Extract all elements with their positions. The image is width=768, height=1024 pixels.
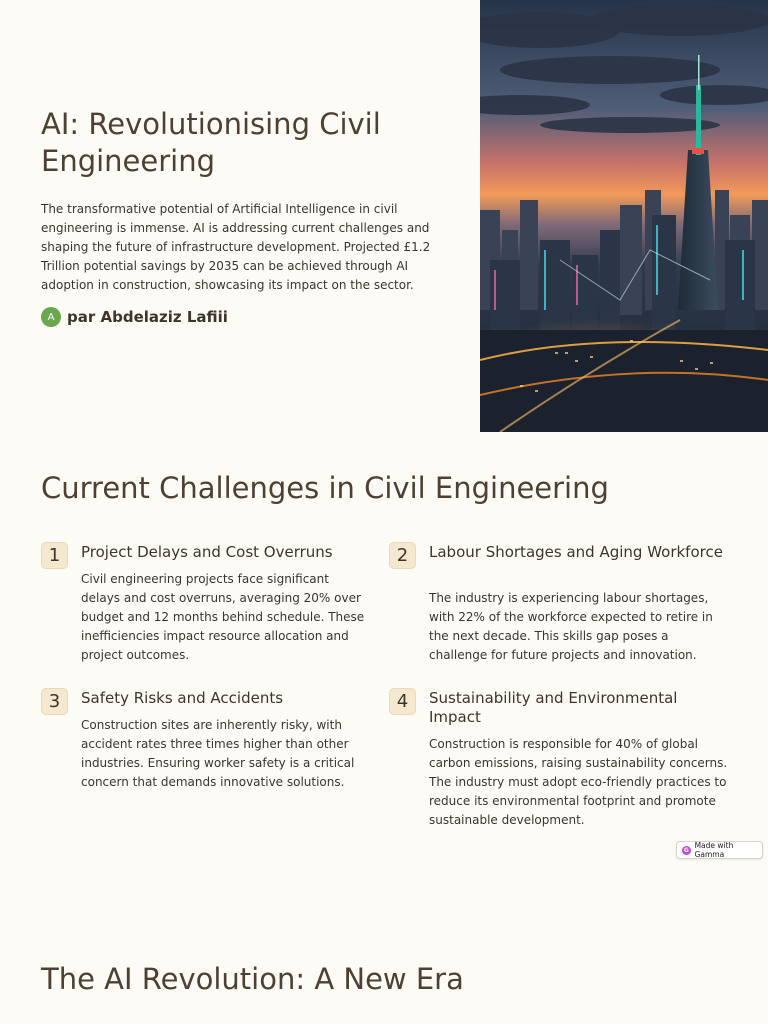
hero-description: The transformative potential of Artificial Intelligence in civil engineering is immense. AI is addressing current challenges and shaping the future of infrastructure development. Projected £1.2 Trillion potential savings by 2035 can be achieved through AI adoption in construction, showcasing its impact on the sector. <box>41 202 431 292</box>
ai-revolution-heading: The AI Revolution: A New Era <box>41 962 464 996</box>
step-number-badge: 1 <box>41 542 68 569</box>
challenge-title: Project Delays and Cost Overruns <box>81 543 333 561</box>
challenges-heading: Current Challenges in Civil Engineering <box>41 471 609 505</box>
badge-label: Made with Gamma <box>694 841 734 859</box>
challenge-item-1 <box>41 542 371 665</box>
step-number-badge: 2 <box>389 542 416 569</box>
challenge-item-2 <box>389 542 729 665</box>
hero-city-image <box>480 0 768 432</box>
challenge-text: Civil engineering projects face significant delays and cost overruns, averaging 20% over budget and 12 months behind schedule. These inefficiencies impact resource allocation and project outcomes. <box>81 572 365 662</box>
challenge-title: Labour Shortages and Aging Workforce <box>429 543 723 561</box>
challenge-text: Construction sites are inherently risky, with accident rates three times higher than other industries. Ensuring worker safety is a critical concern that demands innovative solutions. <box>81 718 355 789</box>
author-name: par Abdelaziz Lafiii <box>67 308 228 326</box>
challenge-text: Construction is responsible for 40% of global carbon emissions, raising sustainability concerns. The industry must adopt eco-friendly practices to reduce its environmental footprint and promote sustainable development. <box>429 737 728 827</box>
challenge-title: Sustainability and Environmental Impact <box>429 689 678 726</box>
challenge-item-3 <box>41 688 371 792</box>
author-byline <box>41 307 228 327</box>
page-title: AI: Revolutionising Civil Engineering <box>41 107 381 178</box>
challenge-title: Safety Risks and Accidents <box>81 689 284 707</box>
step-number-badge: 4 <box>389 688 416 715</box>
made-with-gamma-button[interactable] <box>676 841 763 859</box>
avatar: A <box>41 307 61 327</box>
challenge-text: The industry is experiencing labour shortages, with 22% of the workforce expected to retire in the next decade. This skills gap poses a challenge for future projects and innovation. <box>429 591 713 662</box>
challenge-item-4 <box>389 688 729 830</box>
step-number-badge: 3 <box>41 688 68 715</box>
gamma-logo-icon: G <box>683 846 689 854</box>
